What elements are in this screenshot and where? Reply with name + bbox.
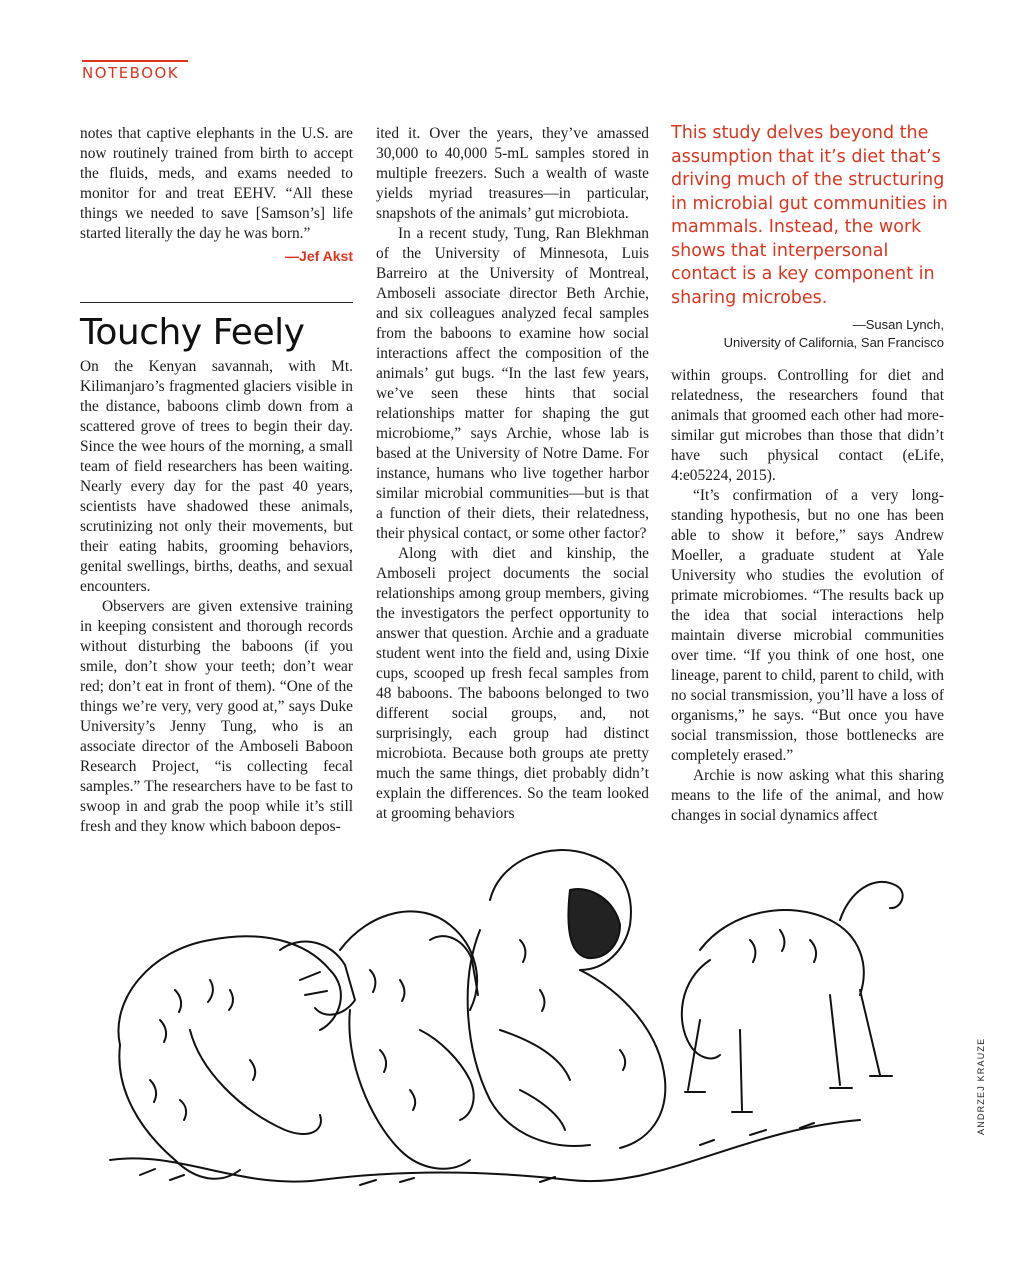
attribution-name: —Susan Lynch,	[852, 317, 944, 332]
ground-hatching	[110, 1120, 860, 1182]
pull-quote: This study delves beyond the assumption that it’s diet that’s driving much of the structuring in microbial gut communities in mammals. Instead, the work shows that interpersonal contact is a key component in sharing microbes.	[671, 123, 948, 308]
body-paragraph: ited it. Over the years, they’ve amassed 30,000 to 40,000 5-mL samples stored in multiple freezers. Such a wealth of waste yields myriad treasures—in particular, snapshots of the animals’ gut microbiota.	[376, 125, 649, 222]
article-column-1	[80, 124, 353, 837]
baboons-grooming-illustration	[100, 830, 950, 1240]
attribution-affiliation: University of California, San Francisco	[723, 335, 944, 350]
headline-rule	[80, 302, 353, 303]
body-paragraph: “It’s confirmation of a very long-standing hypothesis, but no one has been able to show it before,” says Andrew Moeller, a graduate student at Yale University who studies the evolution of primate microbiomes. “The results back up the idea that social interactions help maintain diverse microbial communities over time. “If you think of one host, one lineage, parent to child, parent to child, with no social transmission, you’ll have a loss of organisms,” he says. “But once you have social transmission, those bottlenecks are completely erased.”	[671, 487, 944, 764]
body-paragraph: Archie is now asking what this sharing means to the life of the animal, and how changes in social dynamics affect	[671, 767, 944, 824]
body-paragraph: On the Kenyan savannah, with Mt. Kilimanjaro’s fragmented glaciers visible in the distance, baboons climb down from a scattered grove of trees to begin their day. Since the wee hours of the morning, a small team of field researchers has been waiting. Nearly every day for the past 40 years, scientists have shadowed these animals, scrutinizing not only their movements, but their eating habits, grooming behaviors, genital swellings, births, deaths, and sexual encounters.	[80, 358, 353, 595]
prev-article-byline: —Jef Akst	[285, 248, 353, 264]
body-paragraph: within groups. Controlling for diet and relatedness, the researchers found that animals that groomed each other had more-similar gut microbes than those that didn’t have such physical contact (eLife, 4:e05224, 2015).	[671, 367, 944, 484]
article-column-3	[671, 366, 944, 826]
section-rule	[82, 60, 188, 62]
body-paragraph: Along with diet and kinship, the Amboseli project documents the social relationships among group members, giving the investigators the perfect opportunity to answer that question. Archie and a graduate student went into the field and, using Dixie cups, scooped up fresh fecal samples from 48 baboons. The baboons belonged to two different social groups, and, not surprisingly, each group had distinct microbiota. Because both groups ate pretty much the same things, diet probably didn’t explain the differences. So the team looked at grooming behaviors	[376, 545, 649, 822]
prev-article-text: notes that captive elephants in the U.S. are now routinely trained from birth to accept the fluids, meds, and exams needed to monitor for and treat EEHV. “All these things we needed to save [Samson’s] life started literally the day he was born.”	[80, 125, 353, 242]
illustration-credit: ANDRZEJ KRAUZE	[976, 1037, 986, 1135]
baboon-left	[118, 936, 355, 1178]
pull-quote-attribution	[671, 316, 944, 352]
article-column-2	[376, 124, 649, 824]
section-label: NOTEBOOK	[82, 64, 180, 82]
baboon-right	[682, 882, 903, 1112]
article-headline: Touchy Feely	[80, 312, 305, 353]
body-paragraph: In a recent study, Tung, Ran Blekhman of the University of Minnesota, Luis Barreiro at the University of Montreal, Amboseli associate director Beth Archie, and six colleagues analyzed fecal samples from the baboons to examine how social interactions affect the composition of the animals’ gut bugs. “In the last few years, we’ve seen these hints that social relationships matter for shaping the gut microbiome,” says Archie, whose lab is based at the University of Notre Dame. For instance, humans who live together harbor similar microbial communities—but is that a function of their diets, their relatedness, their physical contact, or some other factor?	[376, 225, 649, 542]
body-paragraph: Observers are given extensive training in keeping consistent and thorough records without disturbing the baboons (if you smile, don’t show your teeth; don’t wear red; don’t eat in front of them). “One of the things we’re very, very good at,” says Duke University’s Jenny Tung, who is an associate director of the Amboseli Baboon Research Project, “is collecting fecal samples.” The researchers have to be fast to swoop in and grab the poop while it’s still fresh and they know which baboon depos-	[80, 598, 353, 835]
baboon-middle-left	[340, 911, 478, 1168]
baboon-center	[468, 850, 666, 1148]
